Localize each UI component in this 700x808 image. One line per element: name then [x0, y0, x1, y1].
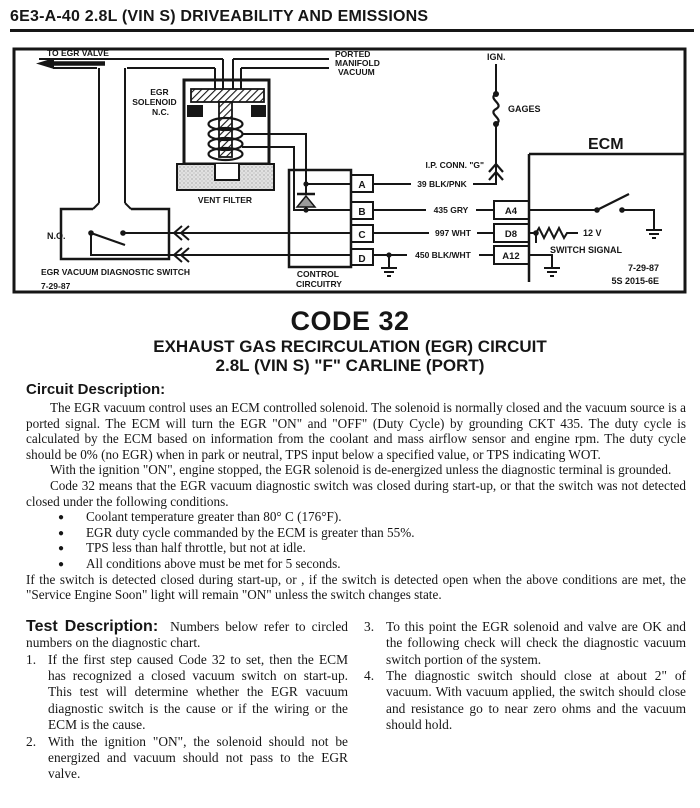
- vent-filter: [177, 164, 274, 190]
- circuit-description-heading: Circuit Description:: [26, 381, 166, 398]
- egr-vacuum-diagnostic-switch: [61, 209, 351, 262]
- ignition-feed: [489, 64, 503, 180]
- circuit-paragraph: With the ignition "ON", engine stopped, the EGR solenoid is de-energized unless the diagnostic terminal is grounded.: [50, 462, 672, 478]
- test-intro: Numbers below refer to circled numbers on the diagnostic chart.: [26, 618, 348, 651]
- label-date-left: 7-29-87: [41, 281, 71, 291]
- fuse-gages-icon: [493, 94, 498, 124]
- terminal-c: C: [358, 230, 366, 241]
- label-vent-filter: VENT FILTER: [197, 195, 253, 205]
- label-date-right: 7-29-87: [627, 263, 659, 273]
- condition-item: ● All conditions above must be met for 5 seconds.: [58, 556, 686, 572]
- wiring-diagram: [11, 46, 689, 301]
- label-wire-450: 450 BLK/WHT: [415, 250, 471, 260]
- label-wire-435: 435 GRY: [433, 205, 469, 215]
- label-ign: IGN.: [487, 52, 506, 62]
- subtitle-line1: EXHAUST GAS RECIRCULATION (EGR) CIRCUIT: [153, 337, 547, 356]
- code-title: CODE 32: [290, 306, 410, 336]
- label-ported-manifold-vacuum: PORTED MANIFOLD VACUUM: [335, 49, 380, 77]
- test-item-number: 2.: [26, 733, 37, 749]
- test-description-heading: Test Description:: [26, 617, 159, 635]
- test-description-section: [26, 619, 686, 783]
- test-item: [364, 668, 686, 734]
- terminal-b: B: [358, 207, 366, 218]
- condition-list: [26, 509, 686, 571]
- label-12v: 12 V: [583, 228, 602, 238]
- ecm-switch-blade-icon: [597, 194, 629, 210]
- condition-item: ● TPS less than half throttle, but not at idle.: [58, 540, 686, 556]
- test-item-number: 3.: [364, 618, 375, 634]
- egr-circuit-diagram: [11, 46, 689, 296]
- label-ecm: ECM: [588, 136, 624, 153]
- circuit-closing-paragraph: If the switch is detected closed during start-up, or , if the switch is detected open when the above conditions are met, the "Service Engine Soon" light will remain "ON" unless the switch changes state.: [26, 571, 686, 603]
- wire-labels: [407, 177, 479, 261]
- ground-icon: [544, 268, 560, 276]
- label-gages: GAGES: [508, 104, 541, 114]
- inline-connector-chevrons-icon: [174, 226, 189, 262]
- page-header: 6E3-A-40 2.8L (VIN S) DRIVEABILITY AND EMISSIONS: [10, 8, 694, 32]
- label-egr-solenoid: EGR SOLENOID N.C.: [132, 87, 177, 117]
- ground-icon: [646, 230, 662, 238]
- circuit-paragraph: The EGR vacuum control uses an ECM controlled solenoid. The solenoid is normally closed and the vacuum source is a ported signal. The ECM will turn the EGR "ON" and "OFF" (Duty Cycle) by grounding CKT 435. The duty cycle is calculated by the ECM based on information from the coolant and mass airflow sensor and engine rpm. The duty cycle should be 0% (no EGR) when in park or neutral, TPS input below a specified value, or TPS indicating WOT.: [26, 400, 686, 462]
- control-circuitry: [289, 170, 373, 267]
- label-wire-997: 997 WHT: [435, 228, 471, 238]
- circuit-description-section: [26, 381, 686, 603]
- test-item-number: 4.: [364, 667, 375, 683]
- test-right-column: [364, 619, 686, 783]
- egr-solenoid: [184, 80, 269, 164]
- condition-item: ● Coolant temperature greater than 80° C (176°F).: [58, 509, 686, 525]
- condition-item: ● EGR duty cycle commanded by the ECM is greater than 55%.: [58, 525, 686, 541]
- test-item: [26, 734, 348, 783]
- resistor-icon: [536, 228, 578, 238]
- pin-d8: D8: [504, 229, 518, 240]
- subtitle-line2: 2.8L (VIN S) "F" CARLINE (PORT): [215, 356, 485, 375]
- test-item-text: To this point the EGR solenoid and valve are OK and the following check will check the diagnostic vacuum switch portion of the system.: [386, 618, 686, 667]
- label-wire-39: 39 BLK/PNK: [417, 179, 467, 189]
- label-control-circuitry: CONTROL CIRCUITRY: [296, 269, 342, 289]
- label-egr-switch: EGR VACUUM DIAGNOSTIC SWITCH: [41, 267, 191, 277]
- label-doc-num: 5S 2015-6E: [611, 276, 659, 286]
- ground-icon: [381, 268, 397, 276]
- terminal-a: A: [358, 180, 366, 191]
- label-no: N.O.: [47, 231, 66, 241]
- manual-page: [0, 8, 700, 808]
- pin-a4: A4: [504, 206, 518, 217]
- pin-a12: A12: [502, 251, 520, 262]
- test-item-text: With the ignition "ON", the solenoid should not be energized and vacuum should not pass to the EGR valve.: [48, 733, 348, 782]
- test-item-number: 1.: [26, 651, 37, 667]
- test-item: [364, 619, 686, 668]
- test-item-text: If the first step caused Code 32 to set, then the ECM has recognized a closed vacuum switch on start-up. This test will determine whether the EGR vacuum diagnostic switch is the cause or if the wiring or the ECM is the cause.: [48, 651, 348, 733]
- test-left-column: [26, 619, 348, 783]
- label-to-egr-valve: TO EGR VALVE: [47, 48, 109, 58]
- label-ip-conn: I.P. CONN. "G": [425, 160, 484, 170]
- circuit-paragraph: Code 32 means that the EGR vacuum diagnostic switch was closed during start-up, or that the switch was not detected closed under the following conditions.: [26, 477, 686, 509]
- test-item: [26, 652, 348, 734]
- terminal-d: D: [358, 254, 366, 265]
- label-switch-signal: SWITCH SIGNAL: [550, 245, 622, 255]
- test-item-text: The diagnostic switch should close at about 2" of vacuum. With vacuum applied, the switch should close and resistance go to near zero ohms and the vacuum should hold.: [386, 667, 686, 733]
